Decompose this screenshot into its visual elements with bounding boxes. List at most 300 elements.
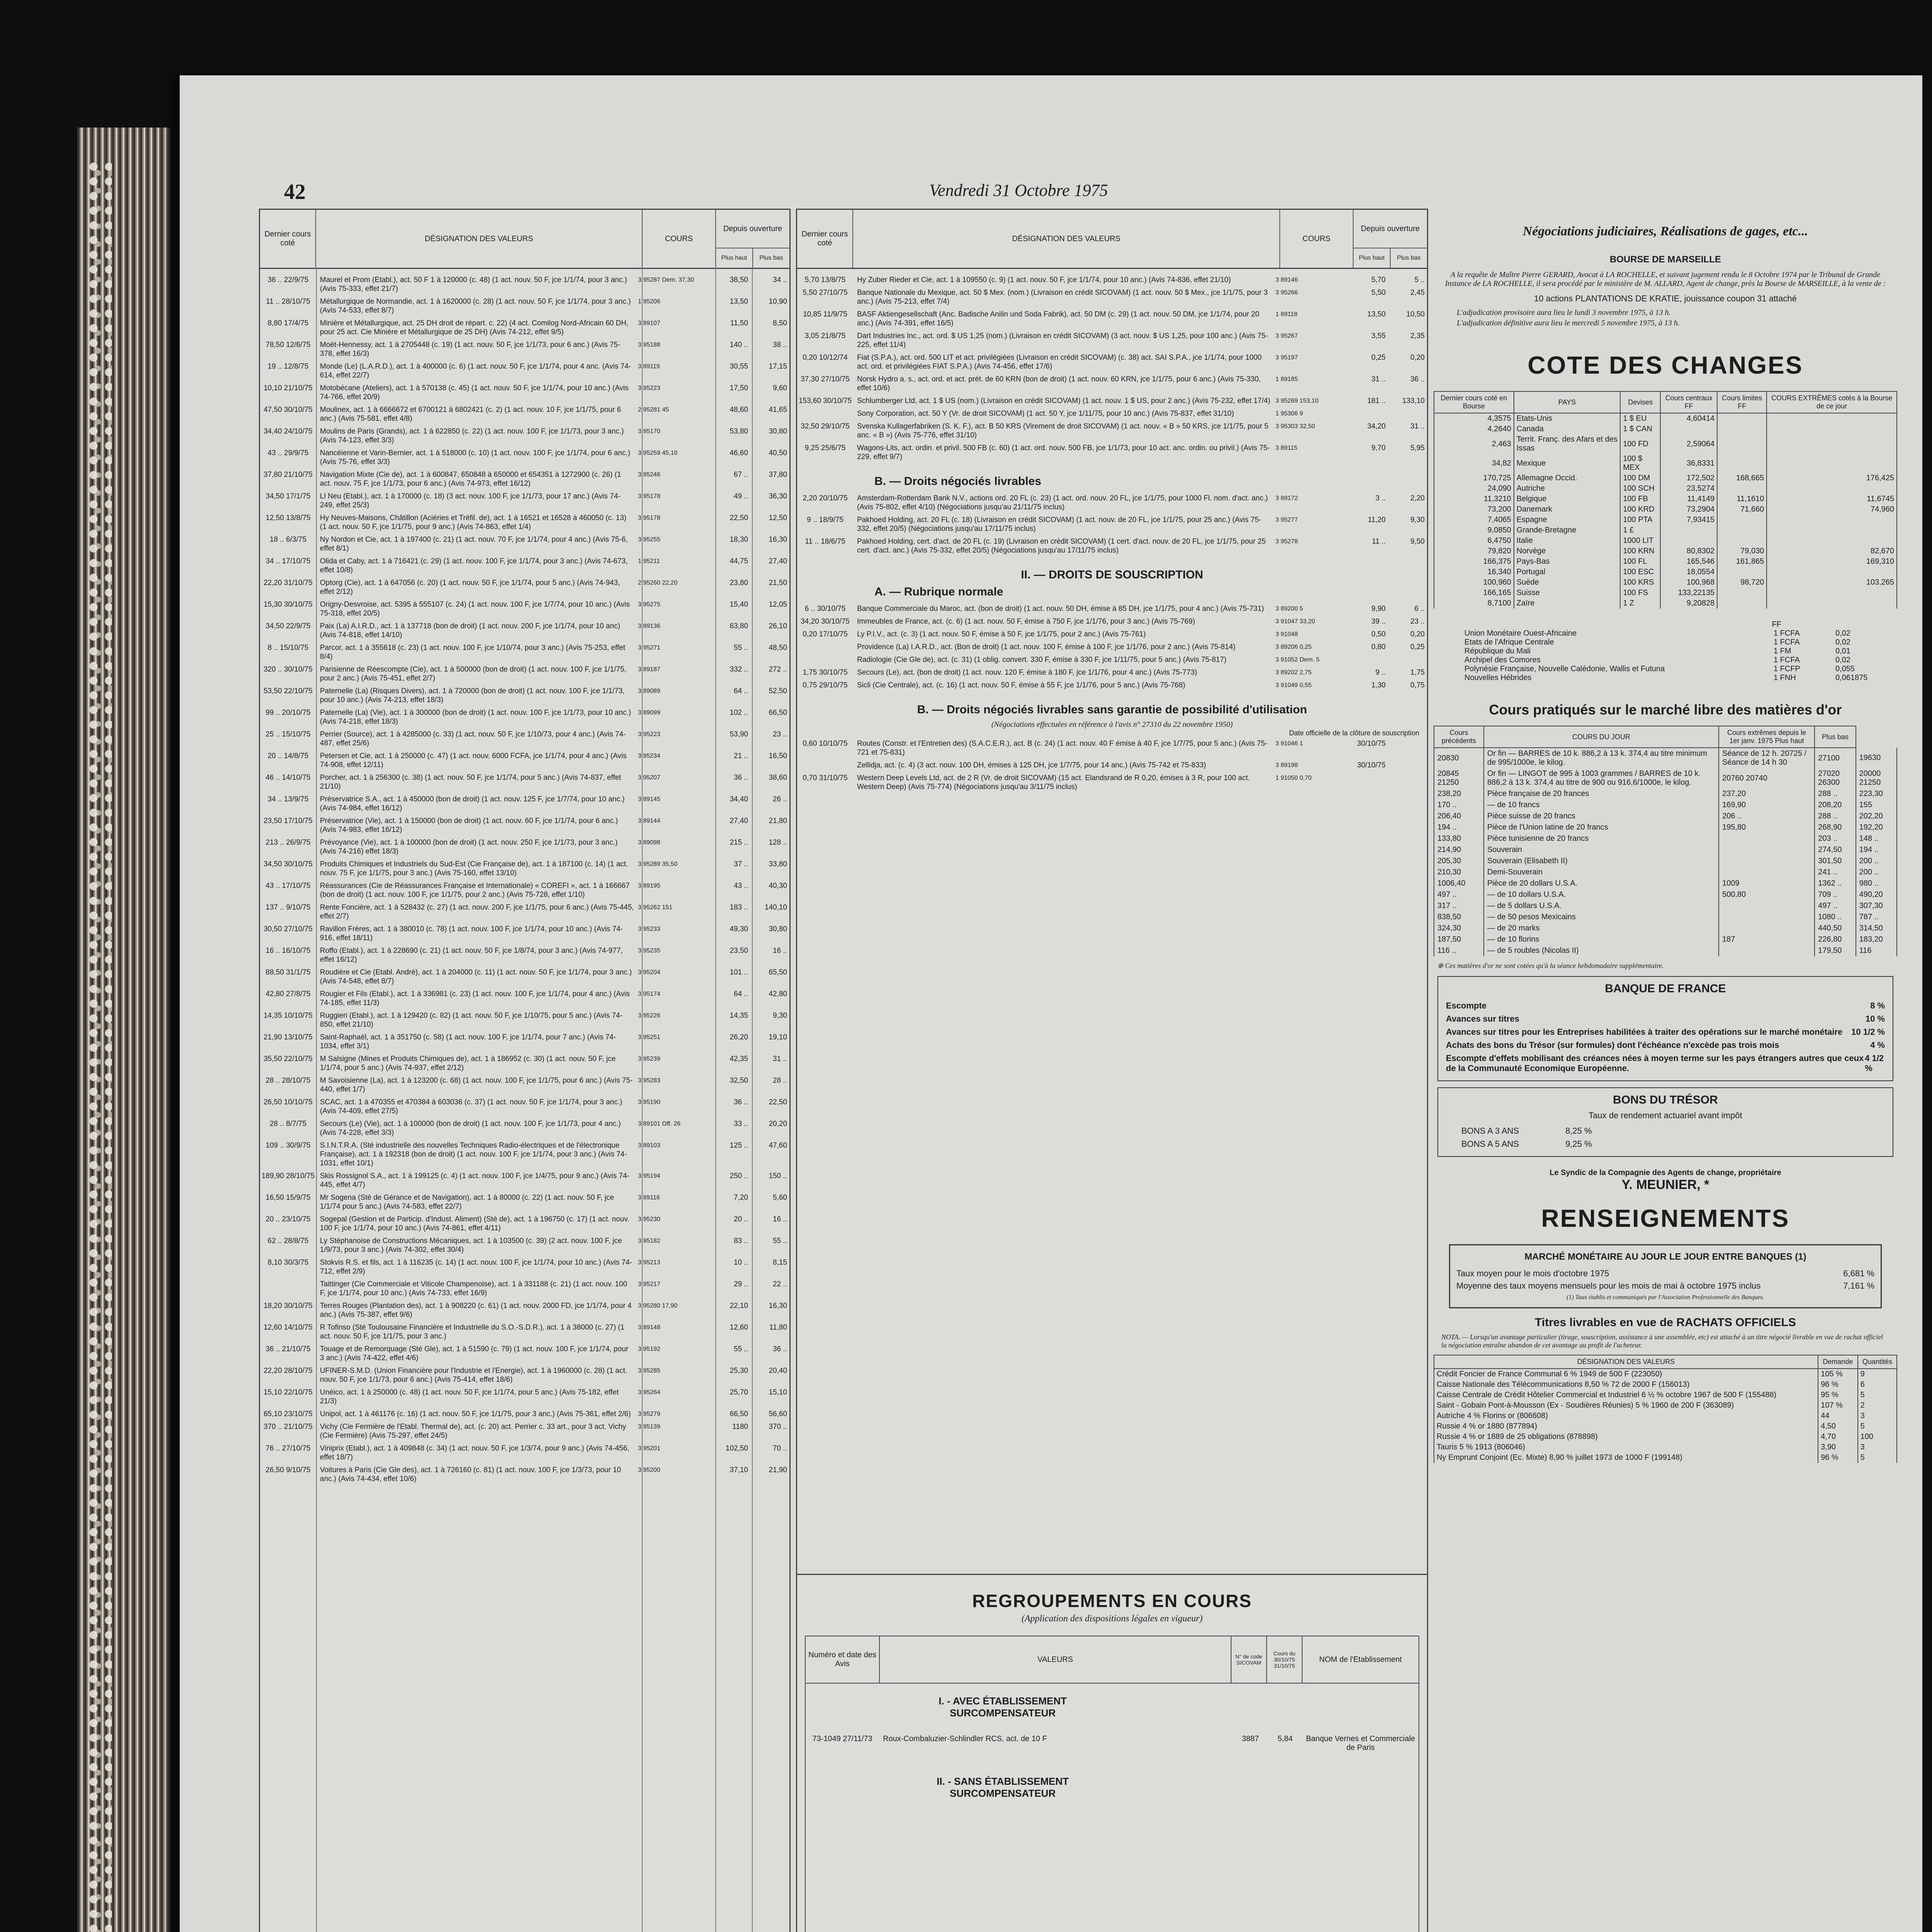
header-plus-haut: Plus haut [1354, 248, 1391, 268]
table-row [1434, 483, 1897, 494]
table-row [260, 988, 789, 1009]
cell-cours: 3 95190 [638, 1099, 660, 1105]
rg-nom: Banque Vernes et Commerciale de Paris [1306, 1735, 1415, 1752]
table-cell: 9,0850 [1434, 525, 1514, 536]
table-row [1434, 1442, 1897, 1452]
bons-rate: 9,25 % [1565, 1139, 1592, 1149]
table-cell: 100,968 [1660, 577, 1717, 588]
table-cell: 1009 [1719, 878, 1815, 889]
cell-cours: 3 95287 Dem. 37,30 [638, 277, 694, 283]
table-cell: 79,030 [1717, 546, 1767, 556]
ff-country: Etats de l'Afrique Centrale [1464, 638, 1554, 646]
cell-cours: 1 95206 [638, 298, 660, 305]
cell-plus-haut: 33 .. [734, 1120, 748, 1128]
cell-plus-bas: 150 .. [769, 1172, 787, 1180]
cell-plus-bas [1388, 774, 1427, 791]
cell-last-quote: 0,70 31/10/75 [803, 774, 848, 782]
table-cell: 5 [1858, 1421, 1897, 1432]
table-cell: 200 .. [1856, 867, 1897, 878]
table-row [260, 663, 789, 685]
cell-plus-haut: 30,55 [730, 362, 748, 371]
table-cell: 314,50 [1856, 923, 1897, 934]
table-header-cell: Quantités [1858, 1355, 1897, 1369]
cell-cours: 3 95239 [638, 1056, 660, 1062]
table-cell: 73,200 [1434, 504, 1514, 515]
cell-last-quote: 10,85 11/9/75 [803, 310, 847, 318]
table-cell: 95 % [1818, 1390, 1857, 1400]
cell-designation: Voitures à Paris (Cie Gle des), act. 1 à 726160 (c. 81) (1 act. nouv. 100 F, jce 1/3/73, pour 10 anc.) (Avis 74-434, effet 10/6) [320, 1466, 621, 1483]
table-cell: 237,20 [1719, 788, 1815, 799]
table-row [260, 360, 789, 382]
bf-label: Achats des bons du Trésor (sur formules) dont l'échéance n'excède pas trois mois [1446, 1040, 1779, 1050]
cell-last-quote: 370 .. 21/10/75 [264, 1423, 313, 1431]
cell-designation: Providence (La) I.A.R.D., act. (Bon de droit) (1 act. nouv. 100 F, émise à 100 F, jce 1/1/76, pour 2 anc.) (Avis 75-814) [857, 643, 1236, 651]
bf-row [1446, 1012, 1885, 1026]
cell-designation: Pakhoed Holding, act. 20 FL (c. 18) (Livraison en crédit SICOVAM) (1 act. nouv. de 20 FL, jce 1/1/75, pour 25 anc.) (Avis 75-332, effet 20/5) (Négociations jusqu'au 17/11/75 inclus) [857, 516, 1261, 533]
table-cell: 6,4750 [1434, 536, 1514, 546]
table-cell: 100 KRN [1620, 546, 1660, 556]
cell-designation: Minière et Métallurgique, act. 25 DH droit de répart. c. 22) (4 act. Comilog Nord-Africain 60 DH, pour 25 act. Cie Minière et Métallurgique de 25 DH) (Avis 74-212, effet 9/5) [320, 319, 629, 336]
cell-cours: 3 95269 153,10 [1276, 398, 1319, 404]
cell-last-quote: 22,20 31/10/75 [264, 579, 313, 587]
cell-designation: Unéico, act. 1 à 250000 (c. 48) (1 act. nouv. 50 F, jce 1/1/74, pour 5 anc.) (Avis 75-182, effet 21/3) [320, 1388, 619, 1405]
table-cell: 169,90 [1719, 799, 1815, 811]
cell-cours: 3 95266 [1276, 289, 1298, 296]
table-cell: Or fin — LINGOT de 995 à 1003 grammes / BARRES de 10 k. 886,2 à 13 k. 374,4 au titre de 900 ou 916,6/1000e, le kilog. [1484, 768, 1719, 788]
ff-value: 0,02 [1835, 629, 1850, 638]
table-cell: 1362 .. [1815, 878, 1855, 889]
cell-plus-haut: 101 .. [730, 968, 748, 976]
cell-last-quote [260, 1280, 316, 1298]
table-cell: 100 DM [1620, 473, 1660, 483]
table-row [260, 685, 789, 706]
table-row [260, 598, 789, 620]
table-cell: 497 .. [1815, 900, 1855, 912]
table-row [260, 879, 789, 901]
table-cell: 274,50 [1815, 844, 1855, 855]
bf-rate: 10 % [1865, 1014, 1885, 1024]
table-cell: Tauris 5 % 1913 (806046) [1434, 1442, 1818, 1452]
table-header-cell: COURS DU JOUR [1484, 726, 1719, 748]
cell-plus-haut: 23,50 [730, 947, 748, 955]
cell-plus-bas: 20,40 [769, 1367, 787, 1375]
cell-cours: 3 91046 1 [1276, 740, 1303, 747]
cell-cours: 3 89202 2,75 [1276, 669, 1312, 676]
cell-plus-haut: 67 .. [734, 471, 748, 479]
cell-plus-haut: 38,50 [730, 276, 748, 284]
table-row [797, 274, 1427, 286]
rg-header-cours: Cours du 30/10/75 31/10/75 [1267, 1636, 1303, 1683]
syndic-name: Y. MEUNIER, * [1621, 1177, 1709, 1192]
cell-last-quote: 34,50 30/10/75 [264, 860, 313, 868]
table-cell [1660, 525, 1717, 536]
cell-plus-bas: 9,30 [1410, 516, 1425, 524]
cell-designation: Monde (Le) (L.A.R.D.), act. 1 à 400000 (c. 6) (1 act. nouv. 50 F, jce 1/1/74, pour 4 anc. (Avis 74-614, effet 22/7) [320, 362, 631, 379]
cell-last-quote: 34,40 24/10/75 [264, 427, 313, 435]
cell-last-quote: 22,20 28/10/75 [264, 1367, 313, 1375]
changes-table [1434, 391, 1897, 609]
cell-plus-haut: 44,75 [730, 557, 748, 565]
table-cell: 74,960 [1767, 504, 1897, 515]
cell-plus-bas: 16,30 [769, 536, 787, 544]
cell-plus-haut: 22,10 [730, 1302, 748, 1310]
table-cell: 1000 LIT [1620, 536, 1660, 546]
table-cell: 24,090 [1434, 483, 1514, 494]
table-cell: — de 5 roubles (Nicolas II) [1484, 945, 1719, 956]
table-cell: 100 FL [1620, 556, 1660, 567]
bf-title: BANQUE DE FRANCE [1605, 982, 1726, 995]
titres-title: Titres livrables en vue de RACHATS OFFICIELS [1535, 1316, 1796, 1329]
table-row [260, 555, 789, 577]
cell-plus-bas: 8,15 [773, 1259, 787, 1267]
section-b2-title: B. — Droits négociés livrables sans garantie de possibilité d'utilisation [917, 703, 1307, 716]
cell-plus-bas: 5 .. [1414, 276, 1425, 284]
bf-row [1446, 1026, 1885, 1039]
cell-plus-haut: 66,50 [730, 1410, 748, 1418]
table-cell: 440,50 [1815, 923, 1855, 934]
cell-designation: Paternelle (La) (Risques Divers), act. 1 à 720000 (bon de droit) (1 act. nouv. 100 F, jce 1/1/73, pour 10 anc.) (Avis 74-213, effet 18/3) [320, 687, 625, 704]
cell-plus-bas: 38 .. [773, 341, 787, 349]
table-cell [1717, 413, 1767, 424]
cell-plus-haut: 64 .. [734, 687, 748, 695]
cell-plus-haut: 9,70 [1371, 444, 1386, 452]
table-row [1434, 768, 1897, 788]
rg-date: 27/11/73 [843, 1735, 872, 1743]
cell-last-quote: 18 .. 6/3/75 [269, 536, 307, 544]
bf-label: Escompte [1446, 1001, 1487, 1010]
cell-designation: M Salsigne (Mines et Produits Chimiques de), act. 1 à 186952 (c. 30) (1 act. nouv. 50 F, jce 1/1/74, pour 5 anc.) (Avis 74-937, effet 2/12) [320, 1055, 616, 1072]
header-plus-bas: Plus bas [759, 255, 783, 261]
table-row [260, 1256, 789, 1278]
table-header-cell: PAYS [1514, 391, 1621, 413]
cell-designation: Ll Neu (Etabl.), act. 1 à 170000 (c. 18) (3 act. nouv. 100 F, jce 1/1/73, pour 17 anc.) (Avis 74-249, effet 25/3) [320, 492, 621, 509]
ff-country: République du Mali [1464, 647, 1531, 655]
table-cell: 205,30 [1434, 855, 1484, 867]
cell-cours: 3 91052 Dem. 5 [1276, 656, 1320, 663]
cell-plus-bas: 21,90 [769, 1466, 787, 1474]
table-row [797, 308, 1427, 330]
table-header-cell: Cours extrêmes depuis le 1er janv. 1975 Plus haut [1719, 726, 1815, 748]
table-row [1434, 1400, 1897, 1411]
cell-cours: 3 91047 33,20 [1276, 618, 1315, 625]
ff-label: FF [1772, 620, 1781, 629]
table-cell: 96 % [1818, 1379, 1857, 1390]
cell-plus-haut: 64 .. [734, 990, 748, 998]
cell-cours: 3 89195 [638, 883, 660, 889]
cell-cours: 3 89089 [638, 688, 660, 694]
cell-last-quote [797, 655, 853, 664]
table-cell: 116 .. [1434, 945, 1484, 956]
table-row [1434, 1379, 1897, 1390]
cell-plus-bas: 20,20 [769, 1120, 787, 1128]
cell-designation: Parisienne de Réescompte (Cie), act. 1 à 500000 (bon de droit) (1 act. nouv. 100 F, jce 1/1/75, pour 2 anc.) (Avis 75-451, effet 2/7) [320, 665, 626, 682]
cell-designation: Schlumberger Ltd, act. 1 $ US (nom.) (Livraison en crédit SICOVAM) (1 act. nouv. 1 $ US, pour 2 anc.) (Avis 75-232, effet 17/4) [857, 397, 1270, 405]
cell-plus-bas: 21,50 [769, 579, 787, 587]
cell-plus-bas: 47,60 [769, 1141, 787, 1150]
cell-designation: Zellidja, act. (c. 4) (3 act. nouv. 100 DH, émises à 125 DH, jce 1/7/75, pour 14 anc.) (Avis 75-742 et 75-833) [857, 761, 1206, 769]
table-cell: 100 FD [1620, 434, 1660, 454]
cell-plus-bas: 36 .. [773, 1345, 787, 1353]
table-cell: Or fin — BARRES de 10 k. 886,2 à 13 k. 374,4 au titre minimum de 995/1000e, le kilog. [1484, 748, 1719, 768]
table-header-cell: Demande [1818, 1355, 1857, 1369]
cell-last-quote: 34,20 30/10/75 [801, 617, 850, 626]
bf-label: Avances sur titres [1446, 1014, 1519, 1024]
cell-plus-haut: 48,60 [730, 406, 748, 414]
table-cell [1719, 900, 1815, 912]
cell-plus-haut: 49 .. [734, 492, 748, 500]
cell-plus-haut: 332 .. [730, 665, 748, 673]
cell-plus-haut: 15,40 [730, 600, 748, 609]
ff-value: 0,055 [1835, 665, 1855, 673]
table-cell: Demi-Souverain [1484, 867, 1719, 878]
table-cell: 16,340 [1434, 567, 1514, 577]
table-row [260, 1031, 789, 1053]
table-cell: 165,546 [1660, 556, 1717, 567]
rg-header-nom: NOM de l'Etablissement [1319, 1655, 1402, 1664]
cell-plus-bas: 22 .. [773, 1280, 787, 1288]
table-cell: 226,80 [1815, 934, 1855, 945]
table-cell: 324,30 [1434, 923, 1484, 934]
table-row [797, 514, 1427, 535]
cell-plus-haut: 36 .. [734, 774, 748, 782]
cell-designation: Terres Rouges (Plantation des), act. 1 à 908220 (c. 61) (1 act. nouv. 2000 FD, jce 1/1/74, pour 4 anc.) (Avis 75-387, effet 9/6) [320, 1302, 632, 1319]
table-cell: 20000 21250 [1856, 768, 1897, 788]
cell-cours: 3 95197 [1276, 354, 1298, 361]
table-row [260, 1299, 789, 1321]
cell-designation: Sicli (Cie Centrale), act. (c. 16) (1 act. nouv. 50 F, émise à 55 F, jce 1/1/76, pour 5 anc.) (Avis 75-768) [857, 681, 1185, 689]
cell-plus-bas: 0,20 [1410, 354, 1425, 362]
table-cell: 194 .. [1856, 844, 1897, 855]
cell-designation: Ruggieri (Etabl.), act. 1 à 129420 (c. 82) (1 act. nouv. 50 F, jce 1/10/75, pour 5 anc.) (Avis 74-850, effet 21/10) [320, 1012, 622, 1029]
table-cell: 100 KRS [1620, 577, 1660, 588]
cell-designation: Moulins de Paris (Grands), act. 1 à 622850 (c. 22) (1 act. nouv. 100 F, jce 1/1/73, pour 3 anc.) (Avis 74-123, effet 3/3) [320, 427, 624, 444]
cell-last-quote: 6 .. 30/10/75 [804, 605, 846, 613]
section-b2-note: (Négociations effectuées en référence à l'avis n° 27310 du 22 novembre 1950) [991, 720, 1233, 729]
table-cell: 166,375 [1434, 556, 1514, 567]
ff-row [1464, 629, 1897, 638]
regroupements-title: REGROUPEMENTS EN COURS [972, 1591, 1252, 1611]
table-row [260, 1386, 789, 1408]
cell-designation: Préservatrice S.A., act. 1 à 450000 (bon de droit) (1 act. nouv. 125 F, jce 1/7/74, pour 10 anc.) (Avis 74-984, effet 16/12) [320, 795, 625, 812]
cell-last-quote: 62 .. 28/8/75 [267, 1237, 309, 1245]
cell-plus-bas: 48,50 [769, 644, 787, 652]
table-cell [1767, 536, 1897, 546]
table-cell: Pièce de l'Union latine de 20 francs [1484, 822, 1719, 833]
cell-last-quote: 25 .. 15/10/75 [265, 730, 311, 738]
cell-designation: Motobécane (Ateliers), act. 1 à 570138 (c. 45) (1 act. nouv. 50 F, jce 1/1/74, pour 10 anc.) (Avis 74-766, effet 20/9) [320, 384, 629, 401]
cell-cours: 3 95170 [638, 428, 660, 435]
table-cell: 44 [1818, 1411, 1857, 1421]
table-cell: 170,725 [1434, 473, 1514, 483]
cell-designation: Routes (Constr. et l'Entretien des) (S.A.C.E.R.), act. B (c. 24) (1 act. nouv. 40 F émise à 40 F, jce 1/7/75, pour 5 anc.) (Avis 75-721 et 75-831) [857, 740, 1268, 757]
table-cell [1767, 413, 1897, 424]
cell-plus-bas: 22,50 [769, 1098, 787, 1106]
table-row [1434, 788, 1897, 799]
cell-last-quote: 320 .. 30/10/75 [264, 665, 313, 673]
table-cell: 2,463 [1434, 434, 1514, 454]
bf-row [1446, 999, 1885, 1012]
ff-unit: 1 FNH [1774, 673, 1796, 682]
table-cell: 34,82 [1434, 454, 1514, 473]
cell-cours: 3 89172 [1276, 495, 1298, 502]
cell-cours: 3 95279 [638, 1411, 660, 1417]
table-cell [1719, 844, 1815, 855]
table-cell: 202,20 [1856, 811, 1897, 822]
cell-last-quote: 9,25 25/6/75 [804, 444, 846, 452]
bourse-text: A la requête de Maître Pierre GERARD, Avocat à LA ROCHELLE, et suivant jugement rendu le 8 Octobre 1974 par le Tribunal de Grande Instance de LA ROCHELLE, il sera procédé par le ministère de M. ALLARD, Agent de change, près la Bourse de MARSEILLE, à la vente de : [1445, 270, 1886, 288]
cell-last-quote: 21,90 13/10/75 [264, 1033, 313, 1041]
cell-plus-haut: 3 .. [1375, 494, 1386, 502]
cell-cours: 1 95306 9 [1276, 410, 1303, 417]
table-cell: 5 [1858, 1452, 1897, 1463]
table-row [1434, 811, 1897, 822]
cell-plus-bas: 23 .. [773, 730, 787, 738]
table-row [1434, 844, 1897, 855]
cell-plus-haut: 27,40 [730, 817, 748, 825]
cell-plus-haut: 183 .. [730, 903, 748, 912]
cell-designation: UFINER-S.M.D. (Union Financière pour l'Industrie et l'Energie), act. 1 à 1960000 (c. 28) (1 act. nouv. 50 F, jce 1/1/73, pour 6 anc.) (Avis 75-414, effet 18/6) [320, 1367, 628, 1384]
cell-last-quote: 3,05 21/8/75 [804, 332, 846, 340]
table-row [797, 351, 1427, 373]
ff-value: 0,061875 [1835, 673, 1868, 682]
table-cell: 268,90 [1815, 822, 1855, 833]
cell-designation: Porcher, act. 1 à 256300 (c. 38) (1 act. nouv. 50 F, jce 1/1/74, pour 5 anc.) (Avis 74-837, effet 21/10) [320, 774, 621, 791]
cell-plus-bas: 17,15 [769, 362, 787, 371]
cell-last-quote: 42,80 27/8/75 [265, 990, 311, 998]
cell-designation: Viniprix (Etabl.), act. 1 à 409848 (c. 34) (1 act. nouv. 50 F, jce 1/3/74, pour 9 anc.) (Avis 74-456, effet 18/7) [320, 1444, 629, 1461]
table-cell: 223,30 [1856, 788, 1897, 799]
cell-plus-bas: 65,50 [769, 968, 787, 976]
table-row [260, 577, 789, 598]
mm-title: MARCHÉ MONÉTAIRE AU JOUR LE JOUR ENTRE BANQUES (1) [1524, 1252, 1806, 1262]
table-cell: 155 [1856, 799, 1897, 811]
table-row [797, 395, 1427, 407]
valeurs-list-1 [260, 269, 789, 1485]
cell-plus-bas: 23 .. [1410, 617, 1425, 626]
table-row [1434, 799, 1897, 811]
table-row [260, 1278, 789, 1299]
cell-plus-haut: 5,70 [1371, 276, 1386, 284]
table-row [797, 759, 1427, 772]
cell-designation: Touage et de Remorquage (Sté Gle), act. 1 à 51590 (c. 79) (1 act. nouv. 100 F, jce 1/1/74, pour 3 anc.) (Avis 74-422, effet 4/6) [320, 1345, 629, 1362]
table-header-cell: Cours centraux FF [1660, 391, 1717, 413]
cell-cours: 3 89098 [638, 839, 660, 846]
table-cell: Caisse Centrale de Crédit Hôtelier Commercial et Industriel 6 ½ % octobre 1967 de 500 F (155488) [1434, 1390, 1818, 1400]
table-cell [1719, 945, 1815, 956]
bons-du-tresor-box [1437, 1087, 1893, 1157]
cell-last-quote: 11 .. 28/10/75 [266, 298, 310, 306]
ff-row [1464, 647, 1897, 656]
cell-plus-bas: 16,30 [769, 1302, 787, 1310]
ff-row [1464, 638, 1897, 647]
table-row [260, 1408, 789, 1420]
cell-plus-haut: 55 .. [734, 644, 748, 652]
cell-last-quote: 43 .. 17/10/75 [265, 882, 311, 890]
cell-cours: 3 95275 [638, 601, 660, 608]
cell-last-quote: 153,60 30/10/75 [798, 397, 852, 405]
cell-cours: 3 95178 [638, 493, 660, 500]
cell-plus-haut: 11,20 [1367, 516, 1386, 524]
cloture-note: Date officielle de la clôture de souscription [1289, 729, 1419, 737]
table-header-cell: Plus bas [1815, 726, 1855, 748]
cell-cours: 3 95207 [638, 774, 660, 781]
cell-last-quote: 1,75 30/10/75 [803, 668, 848, 677]
table-cell: 11,3210 [1434, 494, 1514, 504]
cell-last-quote: 46 .. 14/10/75 [265, 774, 311, 782]
cell-designation: S.I.N.T.R.A. (Sté industrielle des nouvelles Techniques Radio-électriques et de l'électronique Française), act. 1 à 192318 (bon de droit) (1 act. nouv. 100 F, jce 1/1/74, pour 3 anc.) (Avis 74-1031, effet 10/1) [320, 1141, 627, 1167]
cell-plus-bas: 26 .. [773, 795, 787, 803]
table-row [1434, 855, 1897, 867]
table-cell [1717, 483, 1767, 494]
bons-row [1446, 1124, 1885, 1138]
table-cell: 1080 .. [1815, 912, 1855, 923]
table-row [260, 1009, 789, 1031]
table-cell: Suède [1514, 577, 1621, 588]
cell-last-quote: 8,10 30/3/75 [267, 1259, 309, 1267]
table-cell: 179,50 [1815, 945, 1855, 956]
table-row [1434, 923, 1897, 934]
cell-plus-bas: 52,50 [769, 687, 787, 695]
cell-cours: 3 95251 [638, 1034, 660, 1041]
rg-header-code: N° de code SICOVAM [1231, 1636, 1267, 1683]
cell-last-quote: 16,50 15/9/75 [265, 1194, 311, 1202]
cell-designation: Sony Corporation, act. 50 Y (Vr. de droit SICOVAM) (1 act. 50 Y, jce 1/11/75, pour 10 anc.) (Avis 75-837, effet 31/10) [857, 410, 1234, 418]
ff-unit: 1 FCFP [1774, 665, 1800, 673]
cell-last-quote: 20 .. 14/8/75 [267, 752, 309, 760]
table-cell: 1 $ EU [1620, 413, 1660, 424]
table-cell [1719, 923, 1815, 934]
table-cell: 19630 [1856, 748, 1897, 768]
cell-designation: Ly Stéphanoise de Constructions Mécaniques, act. 1 à 103500 (c. 39) (2 act. nouv. 100 F, jce 1/9/73, pour 3 anc.) (Avis 74-302, effet 30/4) [320, 1237, 622, 1254]
cell-plus-bas [1388, 761, 1427, 770]
section-ii-title: II. — DROITS DE SOUSCRIPTION [1021, 568, 1203, 581]
table-cell: Etats-Unis [1514, 413, 1621, 424]
table-row [797, 679, 1427, 692]
table-row [1434, 934, 1897, 945]
cell-designation: Perrier (Source), act. 1 à 4285000 (c. 33) (1 act. nouv. 50 F, jce 1/10/73, pour 4 anc.) (Avis 74-487, effet 25/6) [320, 730, 626, 747]
cell-plus-bas: 56,60 [769, 1410, 787, 1418]
table-row [797, 442, 1427, 463]
cell-cours: 3 95139 [638, 1423, 660, 1430]
table-cell: 168,665 [1717, 473, 1767, 483]
cell-last-quote: 11 .. 18/6/75 [805, 537, 845, 546]
cell-cours: 3 95182 [638, 1238, 660, 1244]
cell-last-quote: 65,10 23/10/75 [264, 1410, 313, 1418]
cell-designation: Rente Foncière, act. 1 à 528432 (c. 27) (1 act. nouv. 200 F, jce 1/1/75, pour 6 anc.) (Avis 75-445, effet 2/7) [320, 903, 634, 920]
table-cell: 100 FB [1620, 494, 1660, 504]
cell-designation: Ly P.I.V., act. (c. 3) (1 act. nouv. 50 F, émise à 50 F, jce 1/1/75, pour 2 anc.) (Avis 75-761) [857, 630, 1146, 638]
table-cell: 1 $ CAN [1620, 424, 1660, 434]
table-row [1434, 1369, 1897, 1379]
table-cell: 100 PTA [1620, 515, 1660, 525]
cell-designation: R Tofinso (Sté Toulousaine Financière et Industrielle du S.O.-S.D.R.), act. 1 à 38000 (c. 27) (1 act. nouv. 50 F, jce 1/1/75, pour 3 anc.) [320, 1323, 625, 1340]
table-row [1434, 867, 1897, 878]
cell-plus-bas: 5,60 [773, 1194, 787, 1202]
syndic-text: Le Syndic de la Compagnie des Agents de change, propriétaire [1549, 1168, 1781, 1177]
table-cell: 288 .. [1815, 811, 1855, 822]
table-cell: 80,8302 [1660, 546, 1717, 556]
bourse-adj-2: L'adjudication définitive aura lieu le mercredi 5 novembre 1975, à 13 h. [1457, 319, 1680, 327]
header-designation: DÉSIGNATION DES VALEURS [316, 210, 643, 268]
cell-plus-haut: 25,30 [730, 1367, 748, 1375]
cell-last-quote: 20 .. 23/10/75 [265, 1215, 311, 1223]
bons-label: BONS A 3 ANS [1461, 1126, 1519, 1136]
table-cell: 27020 26300 [1815, 768, 1855, 788]
ff-country: Union Monétaire Ouest-Africaine [1464, 629, 1577, 638]
cell-cours: 1 89118 [1276, 311, 1298, 318]
ff-value: 0,02 [1835, 656, 1850, 664]
cell-plus-bas: 6 .. [1414, 605, 1425, 613]
